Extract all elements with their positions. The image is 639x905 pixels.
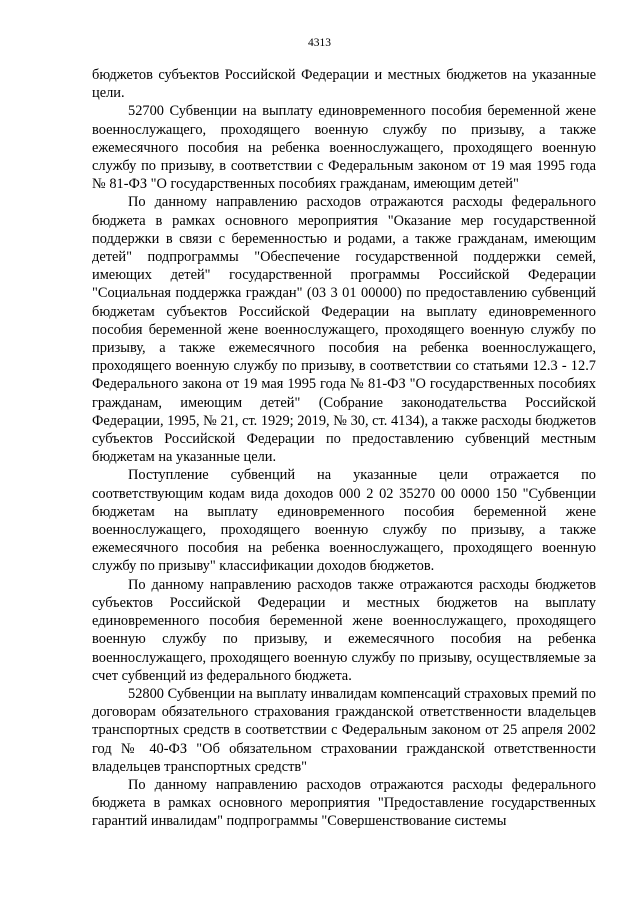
paragraph-52800-heading: 52800 Субвенции на выплату инвалидам компенсаций страховых премий по договорам обязательного страхования гражданской ответственности владельцев транспортных средств в соответствии с Федеральным законом от 25 апреля 2002 год № 40-ФЗ "Об обязательном страховании гражданской ответственности владельцев транспортных средств" — [92, 685, 596, 775]
page-number: 4313 — [308, 37, 331, 49]
document-body — [92, 66, 596, 831]
paragraph-52700-description: По данному направлению расходов отражаются расходы федерального бюджета в рамках основного мероприятия "Оказание мер государственной поддержки в связи с беременностью и родами, а также гражданам, имеющим детей" подпрограммы "Обеспечение государственной поддержки семей, имеющих детей" государственной программы Российской Федерации "Социальная поддержка граждан" (03 3 01 00000) по предоставлению субвенций бюджетам субъектов Российской Федерации на выплату единовременного пособия беременной жене военнослужащего, проходящего военную службу по призыву, а также ежемесячного пособия на ребенка военнослужащего, проходящего военную службу по призыву, в соответствии со статьями 12.3 - 12.7 Федерального закона от 19 мая 1995 года № 81-ФЗ "О государственных пособиях гражданам, имеющим детей" (Собрание законодательства Российской Федерации, 1995, № 21, ст. 1929; 2019, № 30, ст. 4134), а также расходы бюджетов субъектов Российской Федерации по предоставлению субвенций местным бюджетам на указанные цели. — [92, 194, 596, 466]
paragraph-52800-description: По данному направлению расходов отражаются расходы федерального бюджета в рамках основного мероприятия "Предоставление государственных гарантий инвалидам" подпрограммы "Совершенствование системы — [92, 776, 596, 830]
paragraph-52700-revenue: Поступление субвенций на указанные цели отражается по соответствующим кодам вида доходов 000 2 02 35270 00 0000 150 "Субвенции бюджетам на выплату единовременного пособия беременной жене военнослужащего, проходящего военную службу по призыву, а также ежемесячного пособия на ребенка военнослужащего, проходящего военную службу по призыву" классификации доходов бюджетов. — [92, 467, 596, 575]
paragraph-52700-heading: 52700 Субвенции на выплату единовременного пособия беременной жене военнослужащего, проходящего военную службу по призыву, а также ежемесячного пособия на ребенка военнослужащего, проходящего военную службу по призыву, в соответствии с Федеральным законом от 19 мая 1995 года № 81-ФЗ "О государственных пособиях гражданам, имеющим детей" — [92, 103, 596, 193]
paragraph-52700-regional: По данному направлению расходов также отражаются расходы бюджетов субъектов Российской Федерации и местных бюджетов на выплату единовременного пособия беременной жене военнослужащего, проходящего военную службу по призыву, и ежемесячного пособия на ребенка военнослужащего, проходящего военную службу по призыву, осуществляемые за счет субвенций из федерального бюджета. — [92, 576, 596, 684]
paragraph-continuation: бюджетов субъектов Российской Федерации и местных бюджетов на указанные цели. — [92, 67, 596, 102]
